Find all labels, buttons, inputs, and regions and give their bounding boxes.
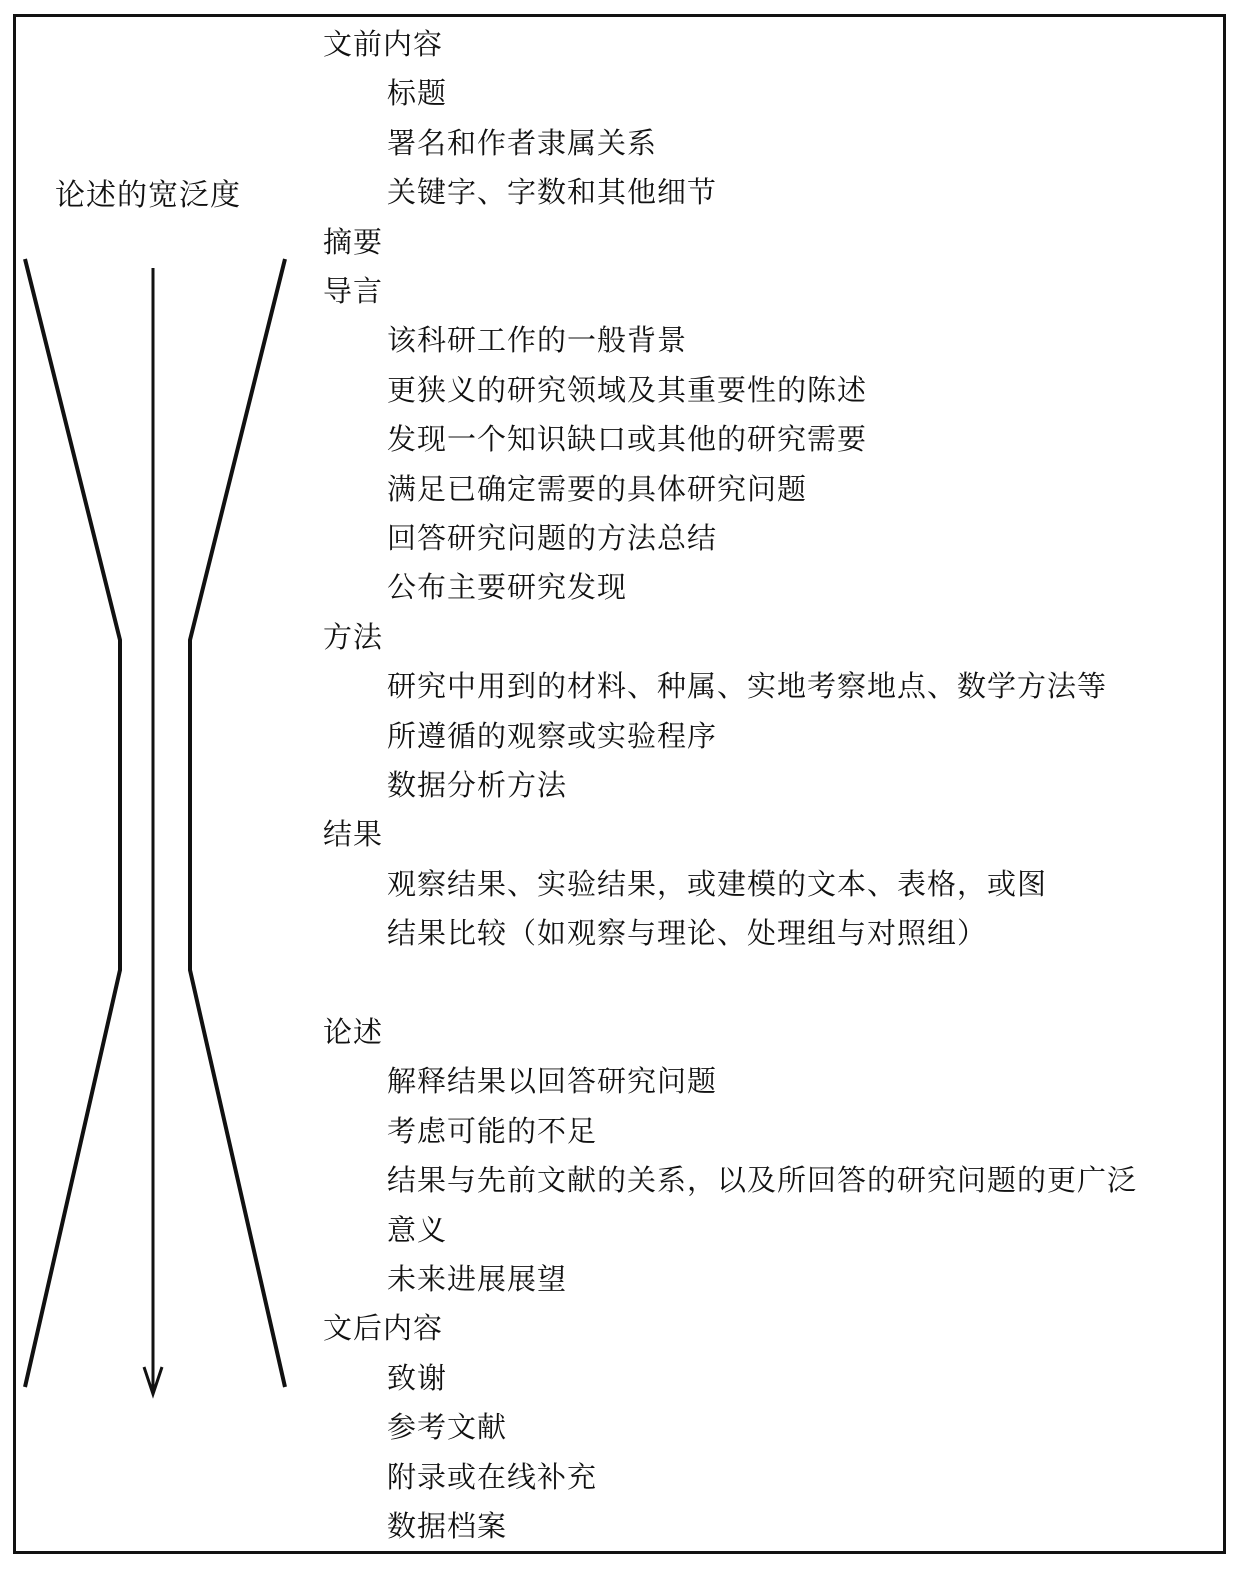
outline-item: 附录或在线补充 xyxy=(387,1460,598,1494)
outline-item: 结果与先前文献的关系，以及所回答的研究问题的更广泛 xyxy=(387,1163,1138,1197)
outline-section-heading: 论述 xyxy=(323,1015,384,1049)
outline-item: 解释结果以回答研究问题 xyxy=(387,1064,718,1098)
outline-section-heading: 方法 xyxy=(323,620,384,654)
outline-item: 意义 xyxy=(387,1213,448,1247)
outline-item: 署名和作者隶属关系 xyxy=(387,126,658,160)
outline-section-heading: 摘要 xyxy=(323,225,384,259)
outline-item: 观察结果、实验结果，或建模的文本、表格，或图 xyxy=(387,867,1048,901)
outline-item: 该科研工作的一般背景 xyxy=(387,323,688,357)
outline-item: 考虑可能的不足 xyxy=(387,1114,598,1148)
outline-item: 数据档案 xyxy=(387,1509,508,1543)
outline-item: 满足已确定需要的具体研究问题 xyxy=(387,472,808,506)
outline-item: 研究中用到的材料、种属、实地考察地点、数学方法等 xyxy=(387,669,1108,703)
outline-item: 关键字、字数和其他细节 xyxy=(387,175,718,209)
outline-section-heading: 导言 xyxy=(323,274,384,308)
outline-item: 结果比较（如观察与理论、处理组与对照组） xyxy=(387,916,988,950)
outline-item: 未来进展展望 xyxy=(387,1262,568,1296)
outline-item: 回答研究问题的方法总结 xyxy=(387,521,718,555)
outline-section-heading: 结果 xyxy=(323,817,384,851)
outline-section-heading: 文前内容 xyxy=(323,27,444,61)
outline-item: 标题 xyxy=(387,76,448,110)
outline-item: 致谢 xyxy=(387,1361,448,1395)
breadth-axis-label: 论述的宽泛度 xyxy=(55,178,241,213)
outline-section-heading: 文后内容 xyxy=(323,1311,444,1345)
outline-item: 数据分析方法 xyxy=(387,768,568,802)
outline-item: 所遵循的观察或实验程序 xyxy=(387,719,718,753)
outline-item: 公布主要研究发现 xyxy=(387,570,628,604)
outline-item: 发现一个知识缺口或其他的研究需要 xyxy=(387,422,868,456)
outline-item: 参考文献 xyxy=(387,1410,508,1444)
outline-item: 更狭义的研究领域及其重要性的陈述 xyxy=(387,373,868,407)
